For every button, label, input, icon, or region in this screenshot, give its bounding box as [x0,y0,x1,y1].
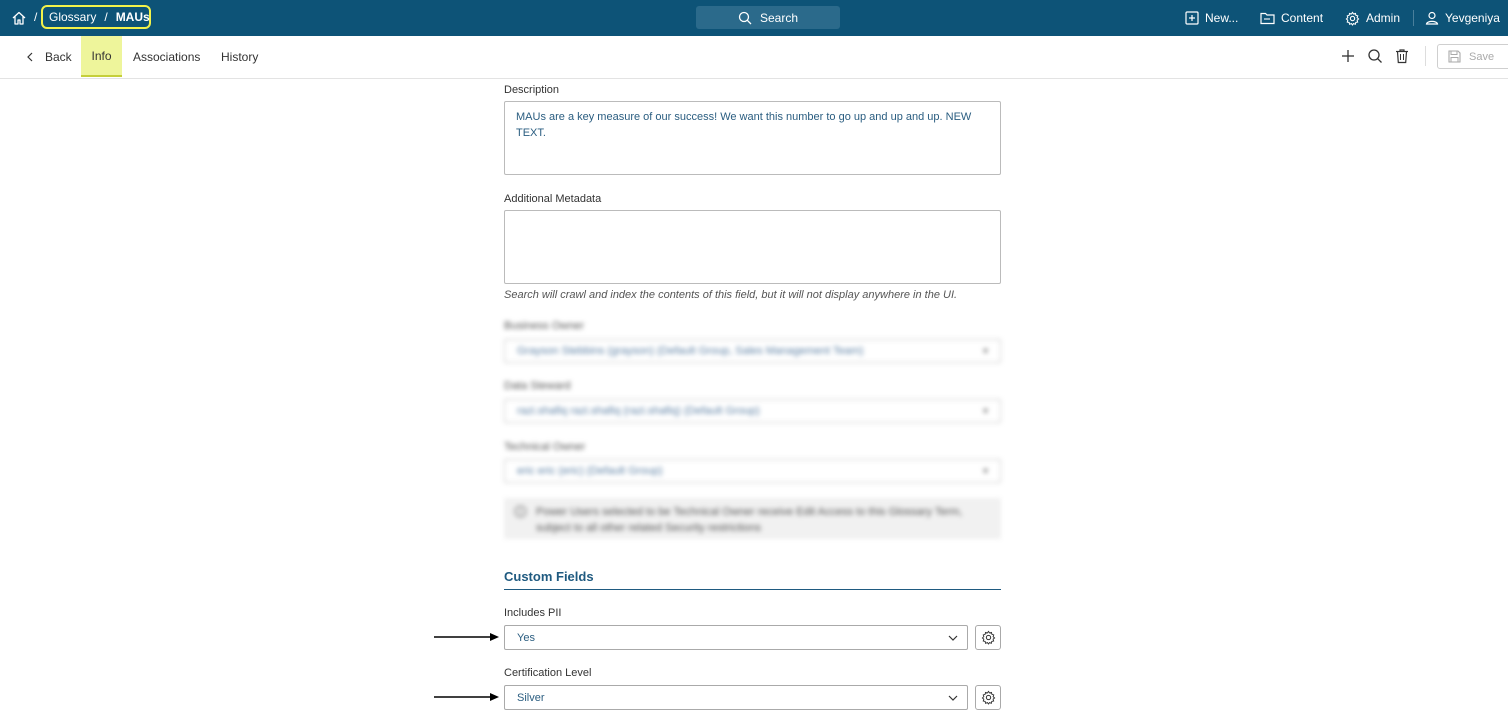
save-button[interactable] [1437,44,1508,69]
arrow-annotation [434,692,500,702]
tab-associations[interactable] [133,36,200,77]
chevron-down-icon: ▼ [981,406,990,416]
description-textarea[interactable]: MAUs are a key measure of our success! We want this number to go up and up and up. NEW TEXT. [504,101,1001,175]
admin-menu-button[interactable] [1345,0,1400,36]
content-menu-button[interactable] [1260,0,1323,36]
includes-pii-settings-button[interactable] [975,625,1001,650]
data-steward-value: razi.shafiq razi.shafiq (razi.shafiq) (Default Group) [517,405,760,417]
breadcrumb-current: MAUs [115,10,150,24]
user-icon [1425,11,1439,25]
chevron-down-icon: ▼ [981,346,990,356]
additional-metadata-hint: Search will crawl and index the contents of this field, but it will not display anywhere in the UI. [504,289,958,301]
business-owner-label: Business Owner [504,320,585,332]
admin-menu-label: Admin [1366,11,1401,25]
folder-icon [1260,11,1275,25]
business-owner-select[interactable] [504,339,1001,363]
technical-owner-notice [504,498,1001,539]
plus-icon[interactable] [1340,48,1356,64]
floppy-disk-icon [1448,50,1461,63]
description-label: Description [504,84,560,96]
tab-history-label: History [221,49,259,64]
save-label: Save [1469,50,1495,63]
chevron-down-icon [947,632,959,644]
chevron-down-icon: ▼ [981,466,990,476]
gear-icon [1345,11,1360,26]
back-button[interactable] [26,36,72,77]
page-toolbar [0,36,1508,79]
breadcrumb-separator: / [34,10,38,24]
top-navigation-bar [0,0,1508,36]
data-steward-label: Data Steward [504,380,571,392]
section-divider [504,589,1001,590]
arrow-annotation [434,632,500,642]
certification-level-select[interactable] [504,685,968,710]
chevron-left-icon [26,52,34,62]
tab-history[interactable] [221,36,258,77]
gear-icon [981,630,996,645]
search-icon [738,11,752,25]
additional-metadata-textarea[interactable] [504,210,1001,284]
back-label: Back [45,49,72,64]
breadcrumb-separator: / [104,10,108,24]
business-owner-value: Grayson Stebbins (grayson) (Default Group, Sales Management Team) [517,345,864,357]
includes-pii-label: Includes PII [504,607,562,619]
custom-fields-title: Custom Fields [504,569,594,584]
content-menu-label: Content [1281,11,1324,25]
technical-owner-value: eric eric (eric) (Default Group) [517,465,663,477]
tab-associations-label: Associations [133,49,201,64]
user-menu-label: Yevgeniya [1445,11,1500,25]
certification-level-label: Certification Level [504,667,592,679]
technical-owner-label: Technical Owner [504,441,586,453]
home-icon[interactable] [11,10,27,26]
includes-pii-value: Yes [517,631,535,644]
search-label: Search [759,10,799,25]
nav-divider [1413,10,1414,26]
technical-owner-select[interactable] [504,459,1001,483]
info-icon [514,505,527,518]
trash-icon[interactable] [1394,48,1410,64]
breadcrumb [41,5,151,29]
toolbar-divider [1425,46,1426,66]
tab-info-label: Info [91,48,112,63]
additional-metadata-label: Additional Metadata [504,193,602,205]
notice-text: Power Users selected to be Technical Owner receive Edit Access to this Glossary Term, subject to all other related Security restrictions [536,506,963,534]
breadcrumb-glossary-link[interactable]: Glossary [49,10,97,24]
search-button[interactable] [696,6,840,29]
search-icon[interactable] [1367,48,1383,64]
includes-pii-select[interactable] [504,625,968,650]
new-menu-button[interactable] [1185,0,1238,36]
gear-icon [981,690,996,705]
plus-square-icon [1185,11,1199,25]
certification-level-value: Silver [517,691,545,704]
new-menu-label: New... [1205,11,1239,25]
certification-level-settings-button[interactable] [975,685,1001,710]
chevron-down-icon [947,692,959,704]
data-steward-select[interactable] [504,399,1001,423]
tab-info[interactable] [81,36,122,77]
user-menu-button[interactable] [1425,0,1500,36]
